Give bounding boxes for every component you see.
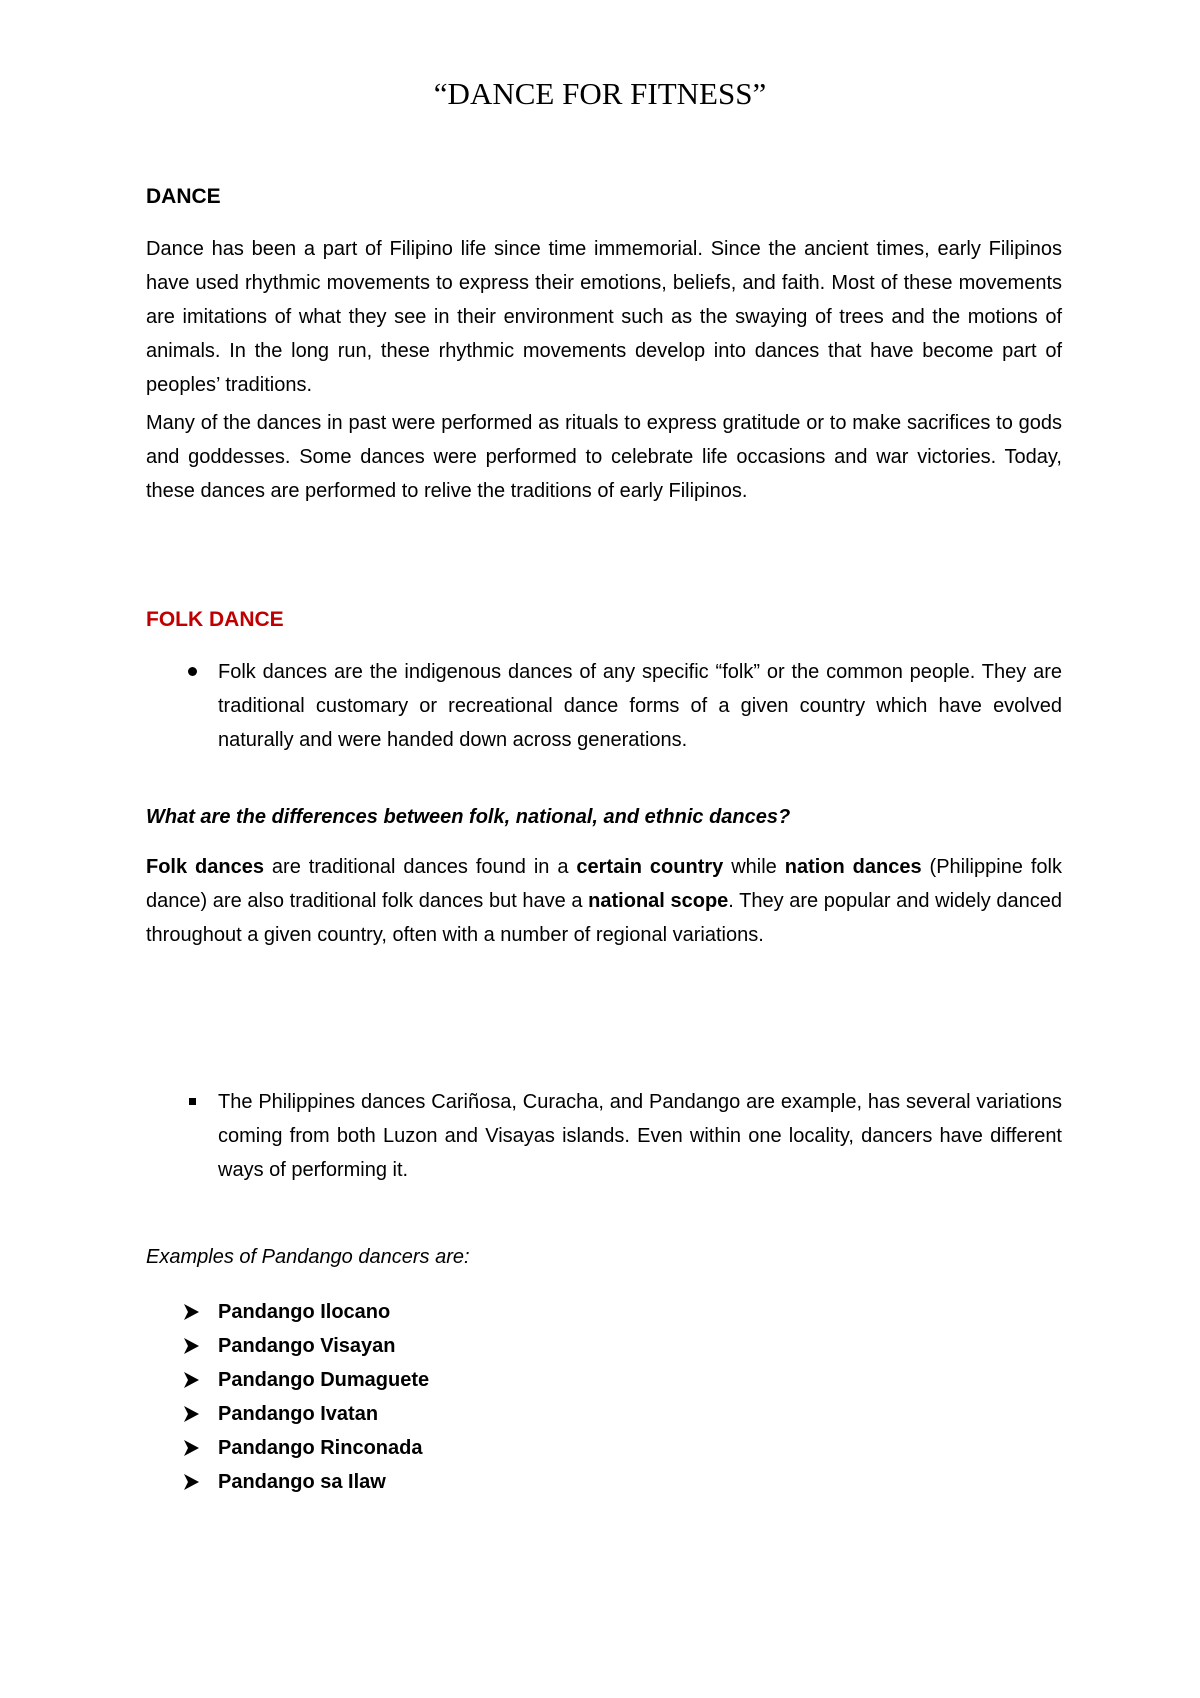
dance-paragraph-1-wrap: [146, 232, 1062, 402]
arrow-bullet-icon: [182, 1439, 200, 1457]
differences-paragraph: Folk dances are traditional dances found in a certain country while nation dances (Philippine folk dance) are also traditional folk dances but have a national scope. They are popular and widely danced throughout a given country, often with a number of regional variations.: [146, 856, 1063, 946]
arrow-bullet-icon: [182, 1371, 200, 1389]
dance-paragraph-2: Many of the dances in past were performed as rituals to express gratitude or to make sacrifices to gods and goddesses. Some dances were performed to celebrate life occasions and war victories. Today, these dances are performed to relive the traditions of early Filipinos.: [146, 412, 1062, 502]
arrow-bullet-icon: [182, 1473, 200, 1491]
list-item: Pandango sa Ilaw: [182, 1465, 429, 1499]
folk-bullet-1-text: Folk dances are the indigenous dances of any specific “folk” or the common people. They are traditional customary or recreational dance forms of a given country which have evolved naturally and were handed down across generations.: [218, 661, 1062, 751]
arrow-bullet-icon: [182, 1405, 200, 1423]
bullet-dot-icon: [182, 655, 202, 689]
folk-bullet-2-text: The Philippines dances Cariñosa, Curacha, and Pandango are example, has several variations coming from both Luzon and Visayas islands. Even within one locality, dancers have different ways of performing it.: [218, 1091, 1062, 1181]
list-item: Pandango Dumaguete: [182, 1363, 429, 1397]
bullet-square-icon: [182, 1085, 202, 1119]
pandango-examples-list: [182, 1295, 429, 1499]
list-item: Pandango Visayan: [182, 1329, 429, 1363]
term-folk-dances: Folk dances: [146, 856, 264, 878]
dance-section-heading: DANCE: [146, 185, 221, 208]
differences-paragraph-wrap: [146, 850, 1062, 952]
folk-section-heading: FOLK DANCE: [146, 608, 284, 631]
dance-paragraph-1: Dance has been a part of Filipino life since time immemorial. Since the ancient times, early Filipinos have used rhythmic movements to express their emotions, beliefs, and faith. Most of these movements are imitations of what they see in their environment such as the swaying of trees and the motions of animals. In the long run, these rhythmic movements develop into dances that have become part of peoples’ traditions.: [146, 238, 1062, 396]
folk-section-heading-wrap: [146, 605, 1062, 635]
term-nation-dances: nation dances: [784, 856, 922, 878]
term-certain-country: certain country: [576, 856, 724, 878]
dance-paragraph-2-wrap: [146, 406, 1062, 508]
list-item: Pandango Ilocano: [182, 1295, 429, 1329]
term-national-scope: national scope: [588, 890, 729, 912]
folk-bullet-2: [218, 1085, 1062, 1187]
document-title: “DANCE FOR FITNESS”: [433, 76, 767, 111]
list-item: Pandango Ivatan: [182, 1397, 429, 1431]
list-item: Pandango Rinconada: [182, 1431, 429, 1465]
examples-label: Examples of Pandango dancers are:: [146, 1246, 470, 1268]
differences-question: What are the differences between folk, national, and ethnic dances?: [146, 806, 791, 828]
arrow-bullet-icon: [182, 1337, 200, 1355]
arrow-bullet-icon: [182, 1303, 200, 1321]
question-wrap: [146, 802, 1062, 832]
dance-section-heading-wrap: [146, 182, 1062, 212]
folk-bullet-1: [218, 655, 1062, 757]
examples-label-wrap: [146, 1242, 1062, 1272]
